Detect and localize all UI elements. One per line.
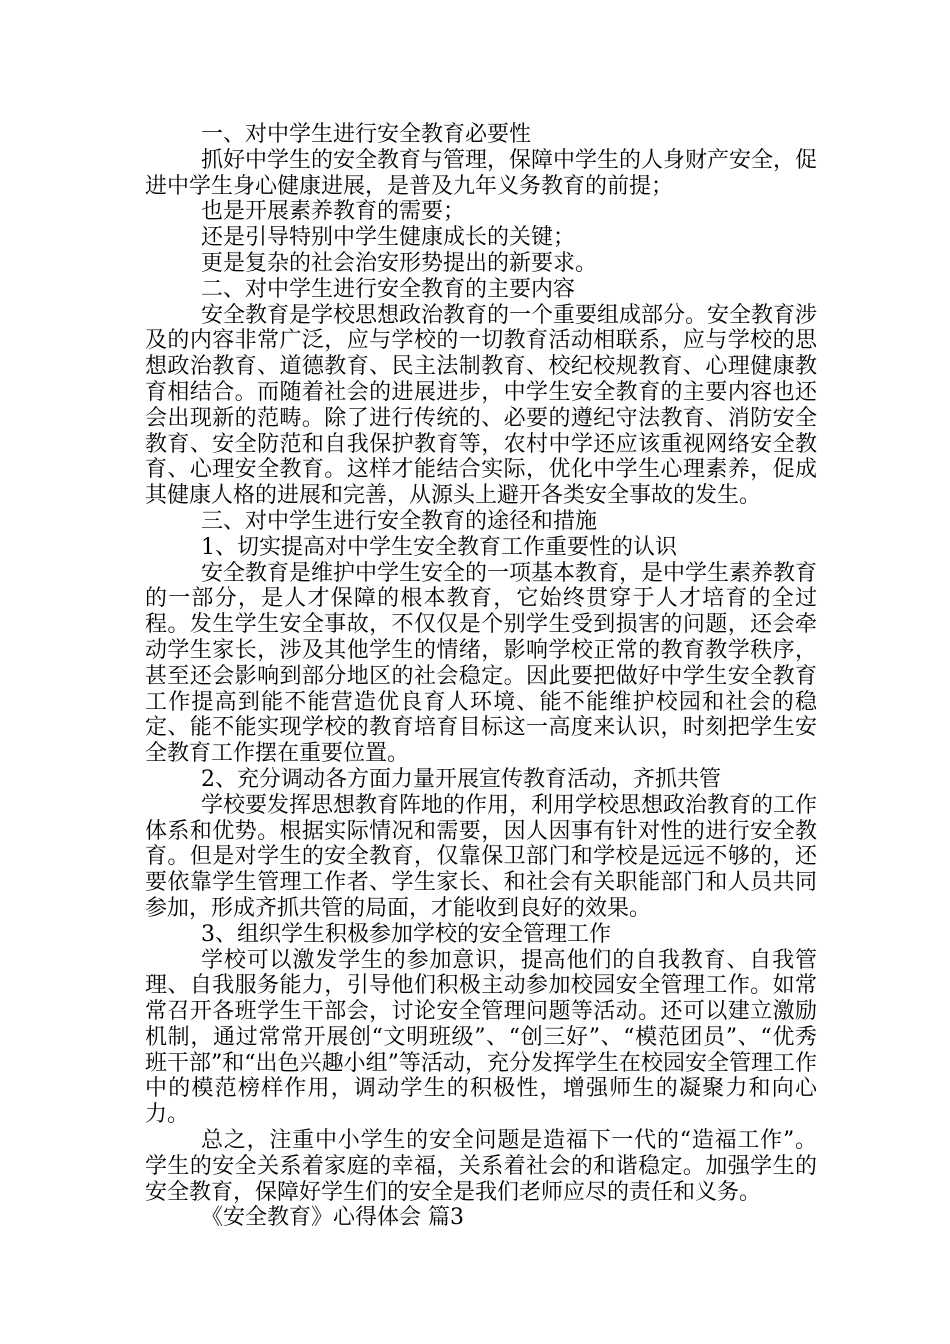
heading-2: 二、对中学生进行安全教育的主要内容 (201, 276, 576, 302)
paragraph: 也是开展素养教育的需要； (201, 199, 466, 225)
paragraph: 学校可以激发学生的参加意识，提高他们的自我教育、自我管理、自我服务能力，引导他们积极主动参加校园安全管理工作。如常常召开各班学生干部会，讨论安全管理问题等活动。还可以建立激励机制，通过常常开展创“文明班级”、“创三好”、“模范团员”、“优秀班干部”和“出色兴趣小组”等活动，充分发挥学生在校园安全管理工作中的模范榜样作用，调动学生的积极性，增强师生的凝聚力和向心力。 (145, 947, 817, 1128)
heading-1: 一、对中学生进行安全教育必要性 (201, 122, 532, 147)
paragraph: 抓好中学生的安全教育与管理，保障中学生的人身财产安全，促进中学生身心健康进展，是普及九年义务教育的前提； (145, 147, 818, 199)
heading-3: 三、对中学生进行安全教育的途径和措施 (201, 508, 598, 534)
paragraph: 更是复杂的社会治安形势提出的新要求。 (201, 250, 598, 276)
subheading-1: 1、切实提高对中学生安全教育工作重要性的认识 (201, 534, 677, 560)
paragraph: 安全教育是维护中学生安全的一项基本教育，是中学生素养教育的一部分，是人才保障的根本教育，它始终贯穿于人才培育的全过程。发生学生安全事故，不仅仅是个别学生受到损害的问题，还会牵动学生家长，涉及其他学生的情绪，影响学校正常的教育教学秩序，甚至还会影响到部分地区的社会稳定。因此要把做好中学生安全教育工作提高到能不能营造优良育人环境、能不能维护校园和社会的稳定、能不能实现学校的教育培育目标这一高度来认识，时刻把学生安全教育工作摆在重要位置。 (145, 560, 818, 767)
paragraph: 学校要发挥思想教育阵地的作用，利用学校思想政治教育的工作体系和优势。根据实际情况和需要，因人因事有针对性的进行安全教育。但是对学生的安全教育，仅靠保卫部门和学校是远远不够的，还要依靠学生管理工作者、学生家长、和社会有关职能部门和人员共同参加，形成齐抓共管的局面，才能收到良好的效果。 (145, 792, 818, 921)
subheading-3: 3、组织学生积极参加学校的安全管理工作 (201, 921, 611, 947)
subheading-2: 2、充分调动各方面力量开展宣传教育活动，齐抓共管 (201, 766, 721, 792)
paragraph: 总之，注重中小学生的安全问题是造福下一代的“造福工作”。学生的安全关系着家庭的幸福，关系着社会的和谐稳定。加强学生的安全教育，保障好学生们的安全是我们老师应尽的责任和义务。 (145, 1128, 817, 1205)
paragraph: 安全教育是学校思想政治教育的一个重要组成部分。安全教育涉及的内容非常广泛，应与学校的一切教育活动相联系，应与学校的思想政治教育、道德教育、民主法制教育、校纪校规教育、心理健康教育相结合。而随着社会的进展进步，中学生安全教育的主要内容也还会出现新的范畴。除了进行传统的、必要的遵纪守法教育、消防安全教育、安全防范和自我保护教育等，农村中学还应该重视网络安全教育、心理安全教育。这样才能结合实际，优化中学生心理素养，促成其健康人格的进展和完善，从源头上避开各类安全事故的发生。 (145, 302, 818, 509)
section-title: 《安全教育》心得体会 篇3 (201, 1205, 464, 1231)
paragraph: 还是引导特别中学生健康成长的关键； (201, 225, 576, 251)
document-body (145, 122, 817, 1231)
